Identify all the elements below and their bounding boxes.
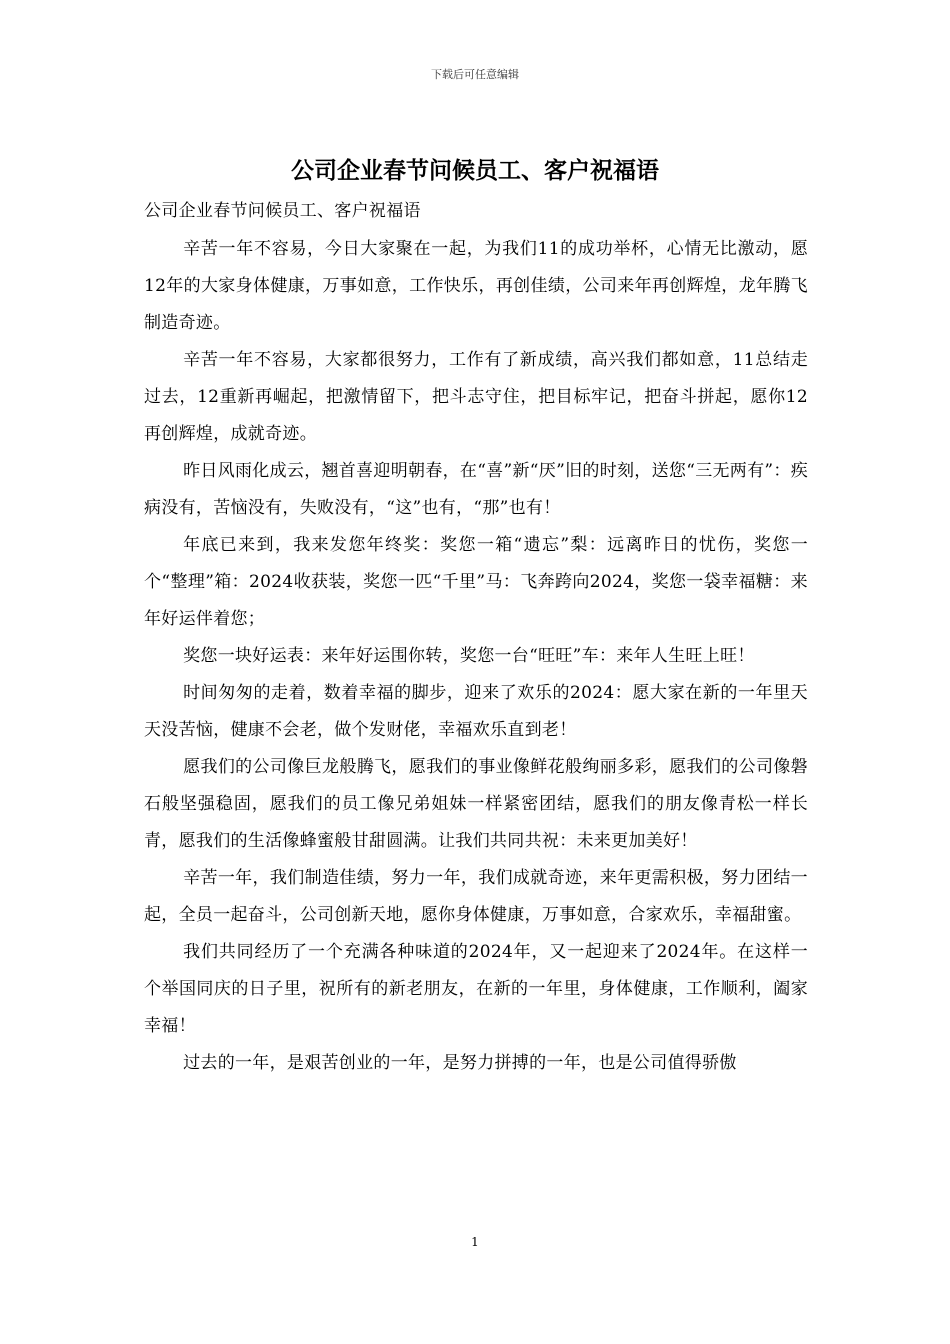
document-title: 公司企业春节问候员工、客户祝福语 (291, 158, 659, 184)
paragraph-10: 过去的一年，是艰苦创业的一年，是努力拼搏的一年，也是公司值得骄傲 (183, 1053, 737, 1073)
paragraph-1: 辛苦一年不容易，今日大家聚在一起，为我们11的成功举杯，心情无比激动，愿12年的大家身体健康，万事如意，工作快乐，再创佳绩，公司来年再创辉煌，龙年腾飞制造奇迹。 (144, 239, 808, 333)
document-body (144, 198, 808, 1082)
paragraph-8: 辛苦一年，我们制造佳绩，努力一年，我们成就奇迹，来年更需积极，努力团结一起，全员一起奋斗，公司创新天地，愿你身体健康，万事如意，合家欢乐，幸福甜蜜。 (144, 868, 808, 925)
paragraph-9: 我们共同经历了一个充满各种味道的2024年，又一起迎来了2024年。在这样一个举国同庆的日子里，祝所有的新老朋友，在新的一年里，身体健康，工作顺利，阖家幸福！ (144, 942, 808, 1036)
paragraph-7: 愿我们的公司像巨龙般腾飞，愿我们的事业像鲜花般绚丽多彩，愿我们的公司像磐石般坚强稳固，愿我们的员工像兄弟姐妹一样紧密团结，愿我们的朋友像青松一样长青，愿我们的生活像蜂蜜般甘甜圆满。让我们共同共祝：未来更加美好！ (144, 757, 808, 851)
paragraph-5: 奖您一块好运表：来年好运围你转，奖您一台“旺旺”车：来年人生旺上旺！ (183, 646, 755, 666)
page-number: 1 (471, 1235, 479, 1249)
paragraph-2: 辛苦一年不容易，大家都很努力，工作有了新成绩，高兴我们都如意，11总结走过去，12重新再崛起，把激情留下，把斗志守住，把目标牢记，把奋斗拼起，愿你12再创辉煌，成就奇迹。 (144, 350, 808, 444)
paragraph-4: 年底已来到，我来发您年终奖：奖您一箱“遗忘”梨：远离昨日的忧伤，奖您一个“整理”箱：2024收获装，奖您一匹“千里”马：飞奔跨向2024，奖您一袋幸福糖：来年好运伴着您； (144, 535, 808, 629)
document-subtitle: 公司企业春节问候员工、客户祝福语 (144, 201, 421, 221)
page-header-note: 下载后可任意编辑 (431, 68, 519, 81)
paragraph-3: 昨日风雨化成云，翘首喜迎明朝春，在“喜”新“厌”旧的时刻，送您“三无两有”：疾病没有，苦恼没有，失败没有，“这”也有，“那”也有！ (144, 461, 808, 518)
paragraph-6: 时间匆匆的走着，数着幸福的脚步，迎来了欢乐的2024：愿大家在新的一年里天天没苦恼，健康不会老，做个发财佬，幸福欢乐直到老！ (144, 683, 808, 740)
